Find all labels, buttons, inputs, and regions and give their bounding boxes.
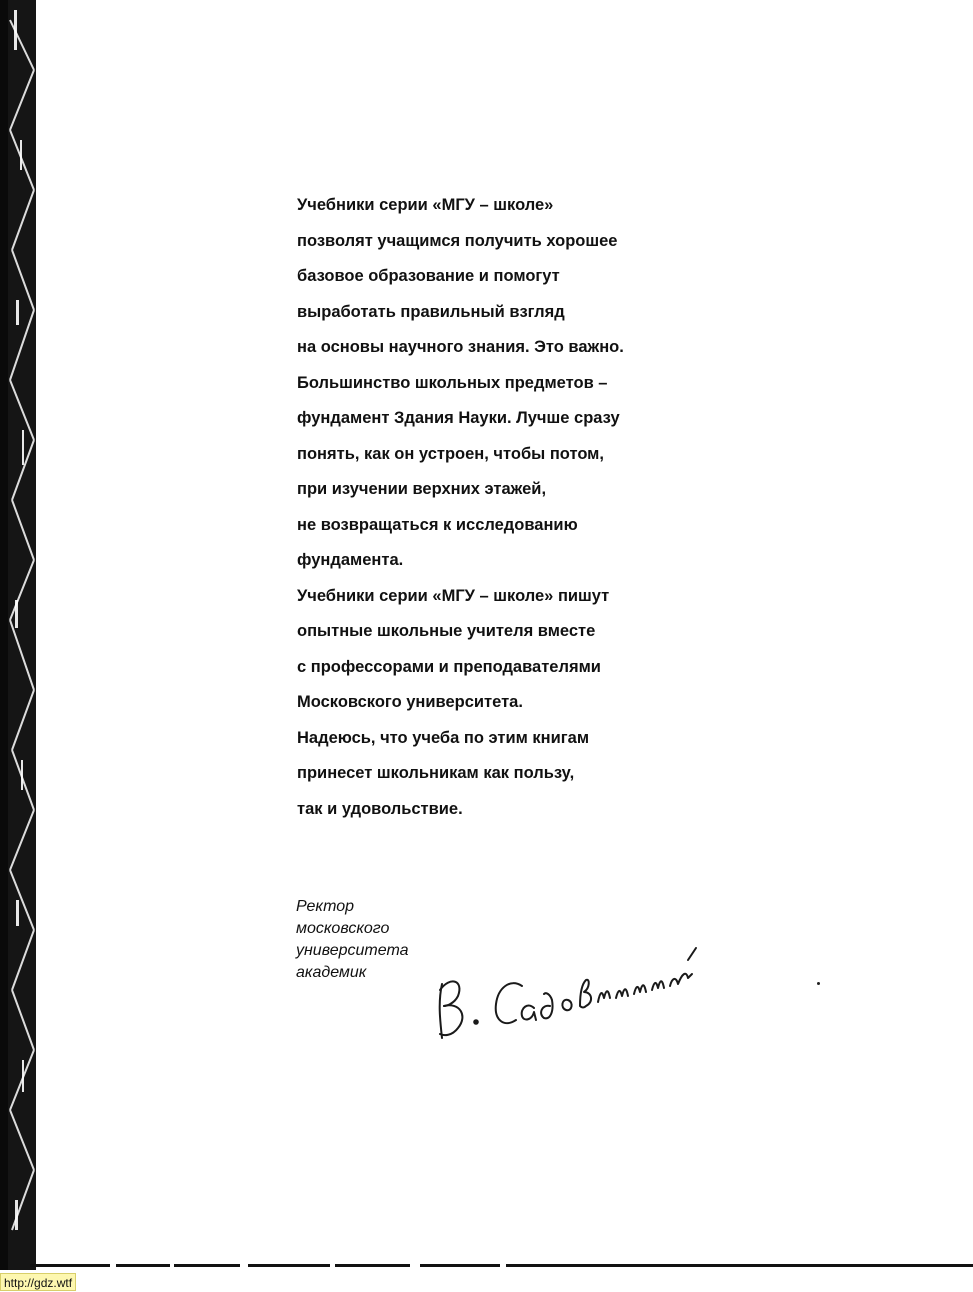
text-line: позволят учащимся получить хорошее <box>297 231 618 250</box>
text-line: так и удовольствие. <box>297 799 463 818</box>
text-line: не возвращаться к исследованию <box>297 515 578 534</box>
text-line: Учебники серии «МГУ – школе» <box>297 196 554 214</box>
caption-line: университета <box>296 942 409 959</box>
source-url-tag[interactable]: http://gdz.wtf <box>0 1273 76 1291</box>
text-line: на основы научного знания. Это важно. <box>297 338 624 356</box>
text-line: фундамент Здания Науки. Лучше сразу <box>297 409 620 427</box>
caption-line: московского <box>296 920 390 937</box>
text-line: выработать правильный взгляд <box>297 302 565 321</box>
foreword-text <box>297 188 717 827</box>
text-line: принесет школьникам как пользу, <box>297 764 575 782</box>
text-line: фундамента. <box>297 551 404 569</box>
handwritten-signature <box>430 940 710 1050</box>
text-line: Учебники серии «МГУ – школе» пишут <box>297 586 610 605</box>
text-line: Московского университета. <box>297 693 523 711</box>
text-line: базовое образование и помогут <box>297 267 560 285</box>
signature-caption <box>296 896 409 984</box>
text-line: понять, как он устроен, чтобы потом, <box>297 444 604 463</box>
caption-line: Ректор <box>296 898 355 915</box>
text-line: при изучении верхних этажей, <box>297 480 547 498</box>
text-line: Большинство школьных предметов – <box>297 373 608 392</box>
left-decorative-border <box>0 0 40 1270</box>
bottom-scan-edge <box>30 1262 973 1270</box>
text-line: опытные школьные учителя вместе <box>297 622 596 640</box>
text-line: с профессорами и преподавателями <box>297 657 601 676</box>
text-line: Надеюсь, что учеба по этим книгам <box>297 728 590 747</box>
scan-speck <box>817 982 820 985</box>
caption-line: академик <box>296 964 367 981</box>
